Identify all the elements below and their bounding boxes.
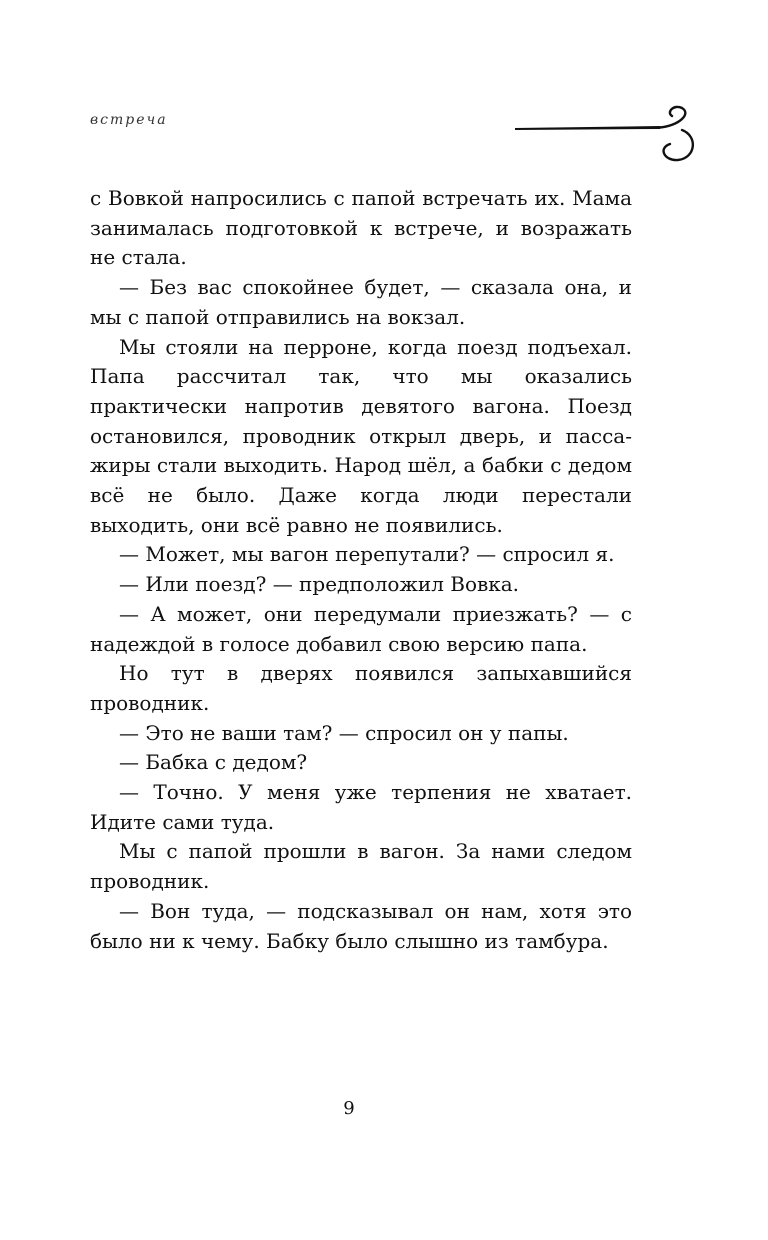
- paragraph: — Может, мы вагон перепутали? — спросил я.: [119, 542, 615, 567]
- paragraph: — А может, они передумали приезжать? — с надеждой в голосе добавил свою версию папа.: [90, 601, 632, 656]
- paragraph: — Точно. У меня уже терпения не хватает. Идите сами туда.: [90, 780, 632, 834]
- paragraph: — Без вас спокойнее будет, — сказала она, и мы с папой отправились на вокзал.: [90, 275, 632, 329]
- paragraph: с Вовкой напросились с папой встречать их. Мама занималась подготовкой к встрече, и возражать не стала.: [90, 186, 632, 270]
- body-text: [90, 184, 632, 956]
- paragraph: — Или поезд? — предположил Вовка.: [119, 572, 520, 597]
- header-flourish-ornament: [510, 100, 700, 170]
- paragraph: — Вон туда, — подсказывал он нам, хотя это было ни к чему. Бабку было слышно из тамбура.: [90, 898, 632, 953]
- paragraph: — Бабка с дедом?: [119, 750, 308, 775]
- running-head: встреча: [90, 112, 168, 128]
- paragraph: Мы стояли на перроне, когда поезд подъехал. Папа рассчитал так, что мы оказались практически напротив девятого вагона. Поезд остановился, проводник открыл дверь, и пассажиры стали выходить. Народ шёл, а бабки с дедом всё не было. Даже когда люди перестали выходить, они всё равно не появились.: [90, 334, 632, 537]
- page-number: 9: [343, 1098, 355, 1119]
- paragraph: Мы с папой прошли в вагон. За нами следом проводник.: [90, 839, 632, 894]
- paragraph: — Это не ваши там? — спросил он у папы.: [119, 720, 569, 745]
- paragraph: Но тут в дверях появился запыхавшийся проводник.: [90, 661, 632, 715]
